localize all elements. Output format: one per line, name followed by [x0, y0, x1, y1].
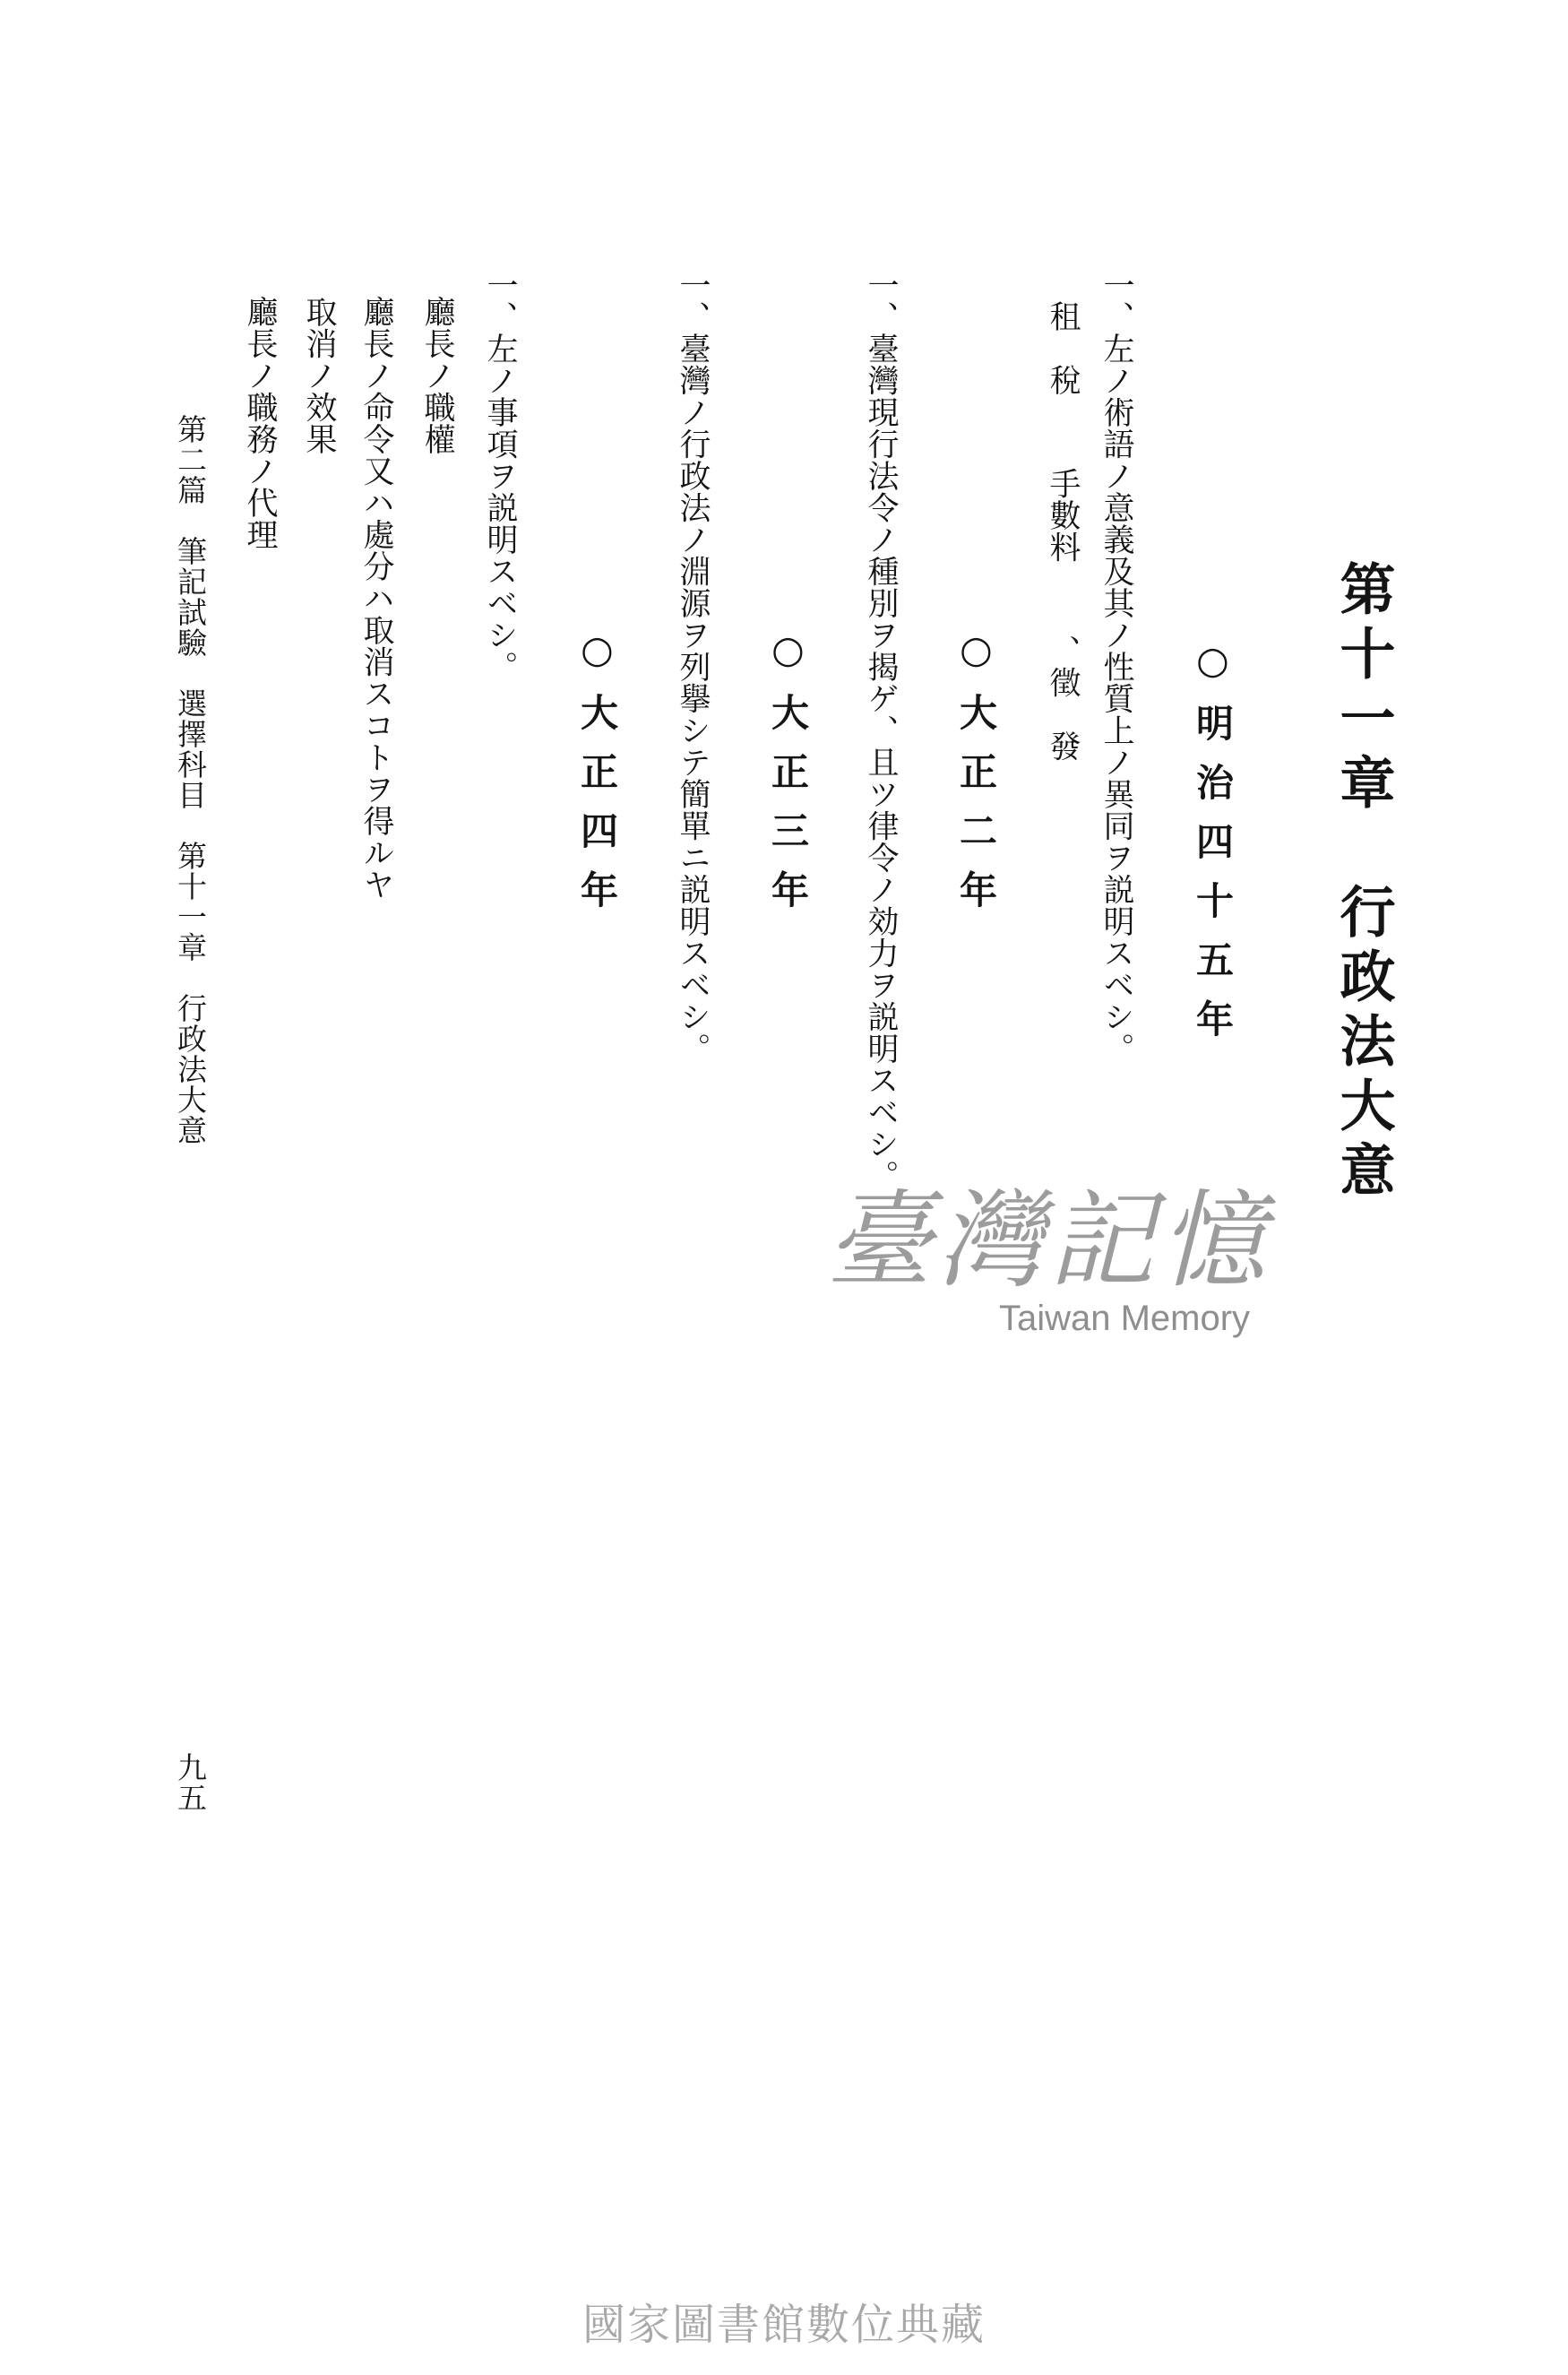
- year-heading-taisho-3: ○大正三年: [766, 627, 810, 929]
- watermark-english: Taiwan Memory: [998, 1299, 1251, 1338]
- question-taisho-4: 一、左ノ事項ヲ説明スベシ。: [482, 269, 518, 683]
- term-fee: 手數料: [1045, 467, 1081, 563]
- term-requisition: 、徵 發: [1045, 635, 1081, 762]
- year-heading-meiji-45: ○明治四十五年: [1191, 638, 1235, 1058]
- year-heading-taisho-4: ○大正四年: [575, 627, 619, 929]
- question-taisho-2: 一、臺灣現行法令ノ種別ヲ揭ゲ、且ツ律令ノ効力ヲ説明スベシ。: [863, 269, 899, 1192]
- terms-list: [1045, 300, 1081, 762]
- term-tax: 租 稅: [1045, 300, 1081, 396]
- item-chief-duties-proxy: 廳長ノ職務ノ代理: [242, 296, 278, 550]
- running-head: 第二篇 筆記試驗 選擇科目 第十一章 行政法大意: [173, 414, 208, 1145]
- archive-mark: 國家圖書館數位典藏: [582, 2300, 986, 2350]
- item-revocation-effect: 取消ノ效果: [301, 296, 337, 455]
- taiwan-memory-watermark: [780, 1179, 1317, 1394]
- question-meiji-45: 一、左ノ術語ノ意義及其ノ性質上ノ異同ヲ説明スベシ。: [1098, 269, 1134, 1065]
- item-chief-authority: 廳長ノ職權: [419, 296, 455, 455]
- question-taisho-3: 一、臺灣ノ行政法ノ淵源ヲ列擧シテ簡單ニ説明スベシ。: [675, 269, 711, 1065]
- chapter-title: 第十一章 行政法大意: [1331, 560, 1396, 1205]
- watermark-chinese: 臺灣記憶: [825, 1179, 1271, 1302]
- page-number: 九五: [173, 1752, 208, 1813]
- year-heading-taisho-2: ○大正二年: [954, 627, 998, 929]
- item-chief-orders: 廳長ノ命令又ハ處分ハ取消スコトヲ得ルヤ: [358, 296, 394, 901]
